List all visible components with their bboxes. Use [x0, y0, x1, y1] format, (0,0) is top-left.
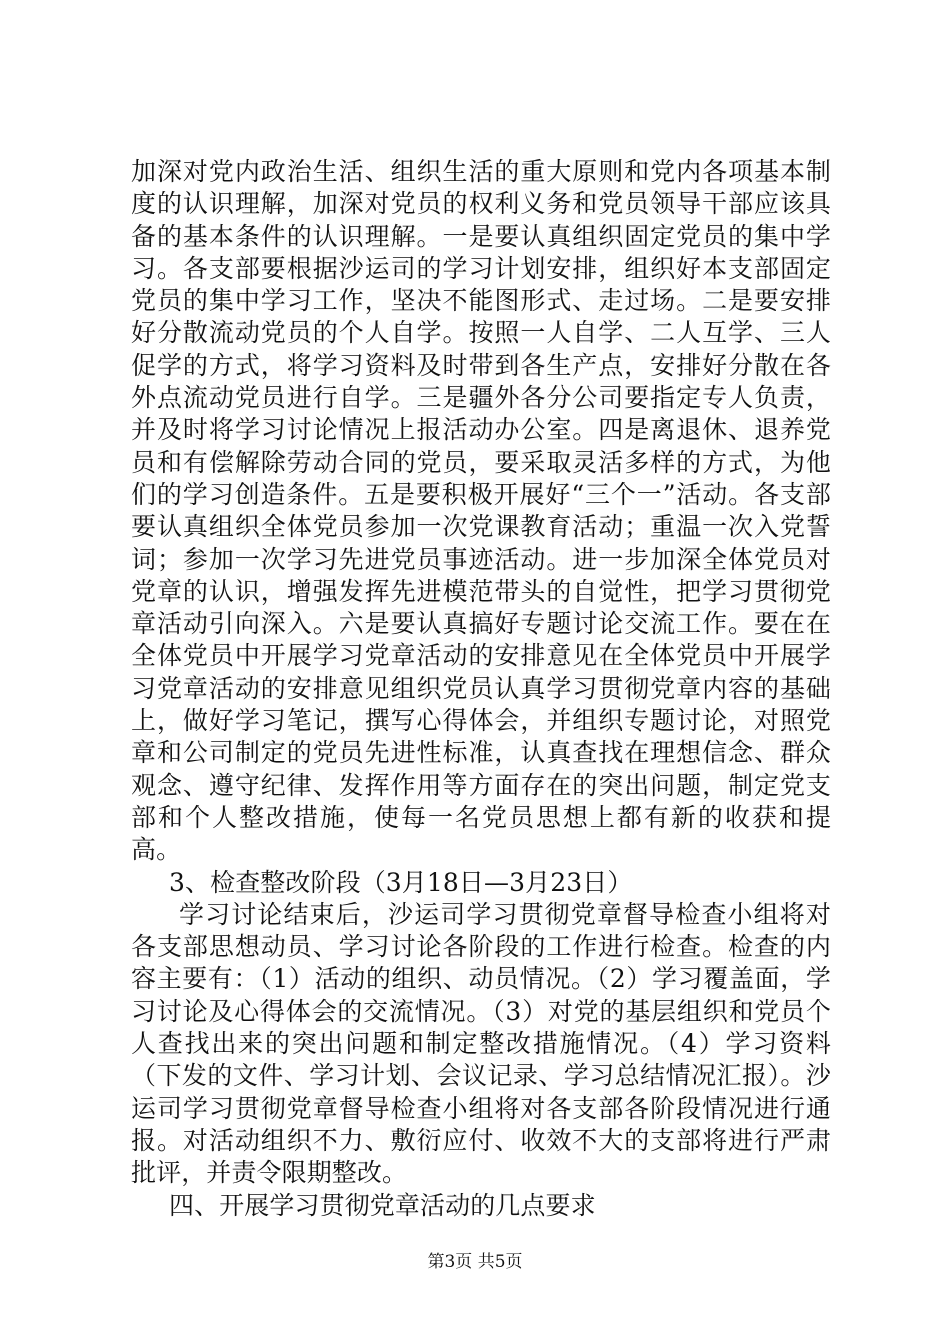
page-number-footer: 第3页 共5页 [427, 1252, 523, 1272]
document-body [131, 156, 831, 1222]
section-heading-inspection-stage: 3、检查整改阶段（3月18日—3月23日） [169, 867, 633, 897]
paragraph-inspection-content: 学习讨论结束后，沙运司学习贯彻党章督导检查小组将对各支部思想动员、学习讨论各阶段的工作进行检查。检查的内容主要有：（1）活动的组织、动员情况。（2）学习覆盖面，学习讨论及心得体会的交流情况。（3）对党的基层组织和党员个人查找出来的突出问题和制定整改措施情况。（4）学习资料（下发的文件、学习计划、会议记录、学习总结情况汇报）。沙运司学习贯彻党章督导检查小组将对各支部各阶段情况进行通报。对活动组织不力、敷衍应付、收效不大的支部将进行严肃批评，并责令限期整改。 [131, 899, 831, 1188]
paragraph-study-requirements: 加深对党内政治生活、组织生活的重大原则和党内各项基本制度的认识理解，加深对党员的权利义务和党员领导干部应该具备的基本条件的认识理解。一是要认真组织固定党员的集中学习。各支部要根据沙运司的学习计划安排，组织好本支部固定党员的集中学习工作，坚决不能图形式、走过场。二是要安排好分散流动党员的个人自学。按照一人自学、二人互学、三人促学的方式，将学习资料及时带到各生产点，安排好分散在各外点流动党员进行自学。三是疆外各分公司要指定专人负责，并及时将学习讨论情况上报活动办公室。四是离退休、退养党员和有偿解除劳动合同的党员，要采取灵活多样的方式，为他们的学习创造条件。五是要积极开展好“三个一”活动。各支部要认真组织全体党员参加一次党课教育活动；重温一次入党誓词；参加一次学习先进党员事迹活动。进一步加深全体党员对党章的认识，增强发挥先进模范带头的自觉性，把学习贯彻党章活动引向深入。六是要认真搞好专题讨论交流工作。要在在全体党员中开展学习党章活动的安排意见在全体党员中开展学习党章活动的安排意见组织党员认真学习贯彻党章内容的基础上，做好学习笔记，撰写心得体会，并组织专题讨论，对照党章和公司制定的党员先进性标准，认真查找在理想信念、群众观念、遵守纪律、发挥作用等方面存在的突出问题，制定党支部和个人整改措施，使每一名党员思想上都有新的收获和提高。 [131, 157, 831, 865]
section-heading-requirements: 四、开展学习贯彻党章活动的几点要求 [169, 1190, 596, 1220]
